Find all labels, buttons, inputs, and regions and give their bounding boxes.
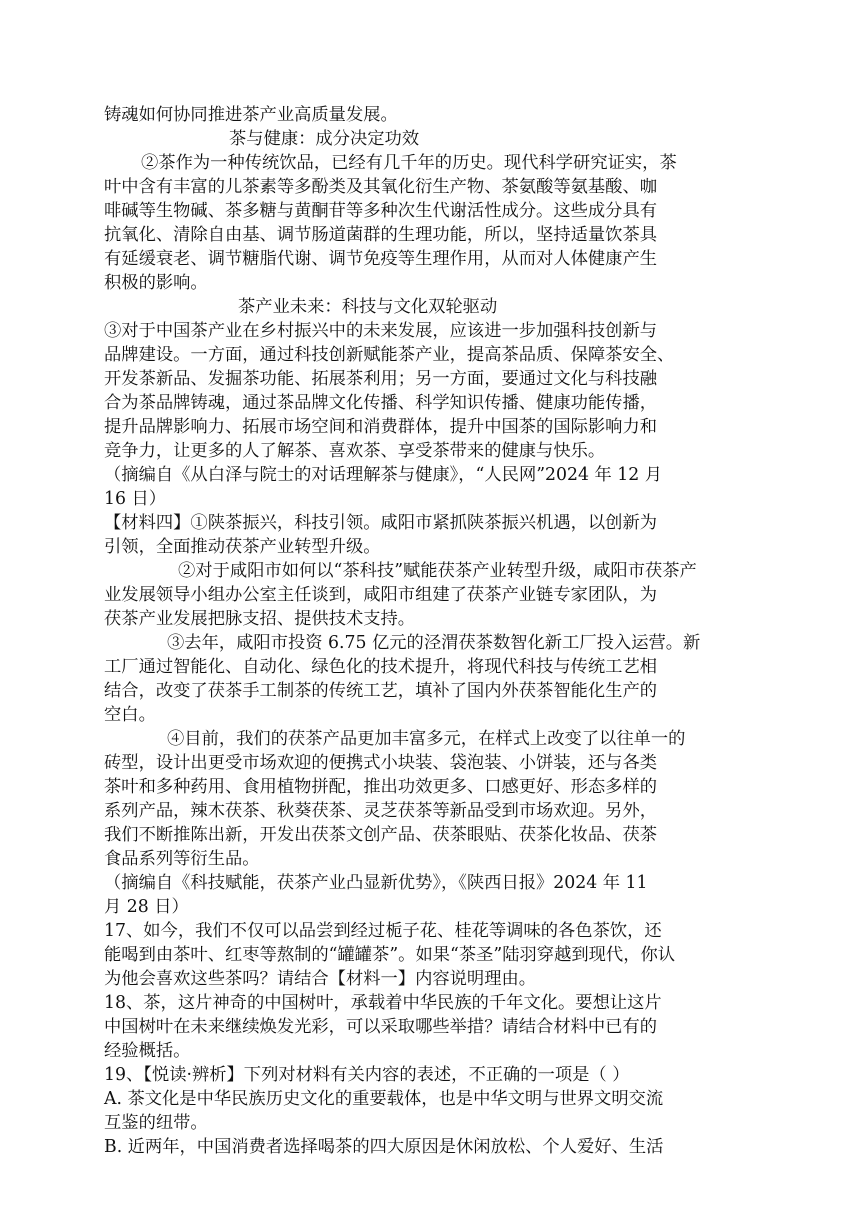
question-18-line: 18、茶，这片神奇的中国树叶，承载着中华民族的千年文化。要想让这片 [104,993,662,1013]
question-19-line: 19、【悦读·辨析】下列对材料有关内容的表述，不正确的一项是（ ） [104,1065,630,1085]
text-line: ③去年，咸阳市投资 6.75 亿元的泾渭茯茶数智化新工厂投入运营。新 [167,633,701,653]
citation-line: （摘编自《科技赋能，茯茶产业凸显新优势》，《陕西日报》2024 年 11 [104,873,648,893]
text-line: ③对于中国茶产业在乡村振兴中的未来发展，应该进一步加强科技创新与 [104,321,658,341]
text-line: ②对于咸阳市如何以“茶科技”赋能茯茶产业转型升级，咸阳市茯茶产 [178,561,697,581]
question-18-line: 经验概括。 [104,1041,191,1061]
section-heading: 茶产业未来：科技与文化双轮驱动 [238,297,498,317]
question-17-line: 能喝到由茶叶、红枣等熬制的“罐罐茶”。如果“茶圣”陆羽穿越到现代，你认 [104,945,676,965]
text-line: 提升品牌影响力、拓展市场空间和消费群体，提升中国茶的国际影响力和 [104,417,658,437]
option-b-line: B. 近两年，中国消费者选择喝茶的四大原因是休闲放松、个人爱好、生活 [104,1137,664,1157]
text-line: 竞争力，让更多的人了解茶、喜欢茶、享受茶带来的健康与快乐。 [104,441,606,461]
text-line: ④目前，我们的茯茶产品更加丰富多元，在样式上改变了以往单一的 [167,729,686,749]
text-line: 砖型，设计出更受市场欢迎的便携式小块装、袋泡装、小饼装，还与各类 [104,753,658,773]
text-line: 我们不断推陈出新，开发出茯茶文创产品、茯茶眼贴、茯茶化妆品、茯茶 [104,825,658,845]
citation-line: （摘编自《从白泽与院士的对话理解茶与健康》，“人民网”2024 年 12 月 [104,465,663,485]
citation-line: 月 28 日） [104,897,189,917]
text-line: 开发茶新品、发掘茶功能、拓展茶利用；另一方面，要通过文化与科技融 [104,369,658,389]
option-a-line: 互鉴的纽带。 [104,1113,208,1133]
text-line: 铸魂如何协同推进茶产业高质量发展。 [104,105,398,125]
question-17-line: 为他会喜欢这些茶吗？请结合【材料一】内容说明理由。 [104,969,537,989]
section-heading: 茶与健康：成分决定功效 [229,129,420,149]
question-17-line: 17、如今，我们不仅可以品尝到经过栀子花、桂花等调味的各色茶饮，还 [104,921,662,941]
text-line: 食品系列等衍生品。 [104,849,260,869]
text-line: 抗氧化、清除自由基、调节肠道菌群的生理功能，所以，坚持适量饮茶具 [104,225,658,245]
material-four-line: 【材料四】①陕茶振兴，科技引领。咸阳市紧抓陕茶振兴机遇，以创新为 [104,513,658,533]
text-line: 系列产品，辣木茯茶、秋葵茯茶、灵芝茯茶等新品受到市场欢迎。另外， [104,801,658,821]
text-line: 茯茶产业发展把脉支招、提供技术支持。 [104,609,416,629]
text-line: 叶中含有丰富的儿茶素等多酚类及其氧化衍生产物、茶氨酸等氨基酸、咖 [104,177,658,197]
text-line: 空白。 [104,705,156,725]
option-a-line: A. 茶文化是中华民族历史文化的重要载体，也是中华文明与世界文明交流 [104,1089,664,1109]
text-line: 引领，全面推动茯茶产业转型升级。 [104,537,381,557]
text-line: 工厂通过智能化、自动化、绿色化的技术提升，将现代科技与传统工艺相 [104,657,658,677]
question-18-line: 中国树叶在未来继续焕发光彩，可以采取哪些举措？请结合材料中已有的 [104,1017,658,1037]
text-line: 品牌建设。一方面，通过科技创新赋能茶产业，提高茶品质、保障茶安全、 [104,345,675,365]
text-line: 啡碱等生物碱、茶多糖与黄酮苷等多种次生代谢活性成分。这些成分具有 [104,201,658,221]
text-line: 茶叶和多种药用、食用植物拼配，推出功效更多、口感更好、形态多样的 [104,777,658,797]
text-line: 积极的影响。 [104,273,208,293]
text-line: 业发展领导小组办公室主任谈到，咸阳市组建了茯茶产业链专家团队，为 [104,585,658,605]
text-line: 合为茶品牌铸魂，通过茶品牌文化传播、科学知识传播、健康功能传播， [104,393,658,413]
text-line: ②茶作为一种传统饮品，已经有几千年的历史。现代科学研究证实，茶 [141,153,677,173]
citation-line: 16 日） [104,489,167,509]
text-line: 有延缓衰老、调节糖脂代谢、调节免疫等生理作用，从而对人体健康产生 [104,249,658,269]
text-line: 结合，改变了茯茶手工制茶的传统工艺，填补了国内外茯茶智能化生产的 [104,681,658,701]
